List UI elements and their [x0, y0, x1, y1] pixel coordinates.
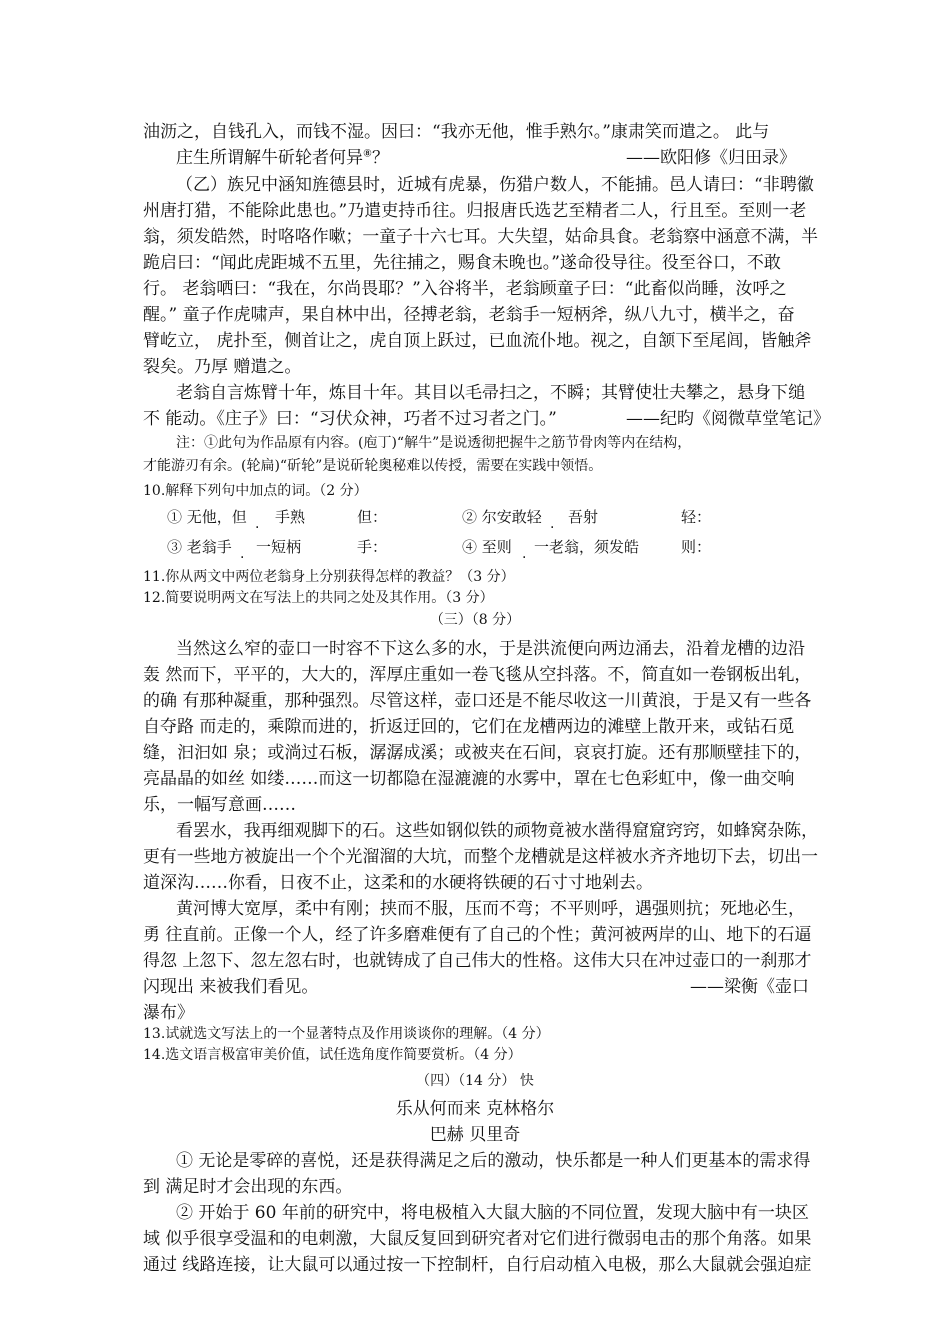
- sec3-line-1: 当然这么窄的壶口一时容不下这么多的水，于是洪流便向两边涌去，沿着龙槽的边沿: [176, 639, 805, 659]
- sec3-line-9: 更有一些地方被旋出一个个光溜溜的大坑，而整个龙槽就是这样被水齐齐地切下去，切出一: [143, 847, 818, 867]
- sec3-line-10: 道深沟……你看，日夜不止，这柔和的水硬将铁硬的石寸寸地剁去。: [143, 873, 653, 893]
- sec3-line-4: 自夺路 而走的，乘隙而进的，折返迂回的，它们在龙槽两边的滩壁上散开来，或钻石觅: [143, 717, 795, 737]
- sec4-line-3: ② 开始于 60 年前的研究中，将电极植入大鼠大脑的不同位置，发现大脑中有一块区: [176, 1203, 809, 1223]
- passage-b-line-10: 不 能动。《庄子》曰：“习伏众神，巧者不过习者之门。”: [143, 409, 557, 429]
- q10-item-1-prefix: ① 无他，但: [167, 508, 247, 526]
- q10-item-4-prefix: ④ 至则: [462, 538, 512, 556]
- sec3-line-13: 得忽 上忽下、忽左忽右时，也就铸成了自己伟大的性格。这伟大只在冲过壶口的一刹那才: [143, 951, 812, 971]
- article-title-line: 乐从何而来 克林格尔: [395, 1099, 555, 1119]
- sec3-line-3: 的确 有那种凝重，那种强烈。尽管这样，壶口还是不能尽收这一川黄浪，于是又有一些各: [143, 691, 812, 711]
- article-author-line: 巴赫 贝里奇: [429, 1125, 521, 1145]
- passage-b-line-3: 翁，须发皓然，时咯咯作嗽；一童子十六七耳。大失望，姑命具食。老翁察中涵意不满，半: [143, 227, 818, 247]
- q13: 13.试就选文写法上的一个显著特点及作用谈谈你的理解。（4 分）: [143, 1026, 550, 1042]
- sec4-line-2: 到 满足时才会出现的东西。: [143, 1177, 353, 1197]
- q10-item-1-label: 但：: [357, 508, 388, 526]
- q10-item-3-label: 手：: [357, 538, 388, 556]
- q10-item-1-suffix: 手熟: [275, 508, 306, 526]
- sec3-attribution: ——梁衡《壶口: [690, 977, 809, 997]
- passage-a-line-2-text: 庄生所谓解牛斫轮者何异: [176, 148, 363, 168]
- sec4-line-4: 域 似乎很享受温和的电刺激，大鼠反复回到研究者对它们进行微弱电击的那个角落。如果: [143, 1229, 812, 1249]
- sec3-line-5: 缝，汩汩如 泉；或淌过石板，潺潺成溪；或被夹在石间，哀哀打旋。还有那顺壁挂下的，: [143, 743, 812, 763]
- q10-item-2-label: 轻：: [681, 508, 712, 526]
- passage-b-line-6: 醒。” 童子作虎啸声，果自林中出，径搏老翁，老翁手一短柄斧，纵八九寸，横半之，奋: [143, 305, 795, 325]
- question-mark: ？: [371, 148, 389, 168]
- sec3-line-6: 亮晶晶的如丝 如缕……而这一切都隐在湿漉漉的水雾中，罩在七色彩虹中，像一曲交响: [143, 769, 795, 789]
- emphasis-dot-icon: .: [255, 516, 260, 532]
- q10-item-2-suffix: 吾射: [568, 508, 599, 526]
- note-line-1: 注：①此句为作品原有内容。(庖丁)“解牛”是说透彻把握牛之筋节骨肉等内在结构，: [176, 435, 692, 451]
- q10-item-4-label: 则：: [681, 538, 712, 556]
- passage-b-line-2: 州唐打猎，不能除此患也。”乃遣吏持币往。归报唐氏选艺至精者二人，行且至。至则一老: [143, 201, 807, 221]
- footnote-mark: ⑧: [363, 148, 372, 160]
- emphasis-dot-icon: .: [240, 546, 245, 562]
- sec3-line-8: 看罢水，我再细观脚下的石。这些如钢似铁的顽物竟被水凿得窟窟窍窍，如蜂窝杂陈，: [176, 821, 818, 841]
- q10-title: 10.解释下列句中加点的词。（2 分）: [143, 483, 368, 499]
- section-3-heading: （三）（8 分）: [429, 612, 521, 628]
- sec4-line-5: 通过 线路连接，让大鼠可以通过按一下控制杆，自行启动植入电极，那么大鼠就会强迫症: [143, 1255, 812, 1275]
- emphasis-dot-icon: .: [550, 516, 555, 532]
- note-line-2: 才能游刃有余。(轮扁)“斫轮”是说斫轮奥秘难以传授，需要在实践中领悟。: [143, 458, 603, 474]
- q10-item-3-prefix: ③ 老翁手: [167, 538, 232, 556]
- passage-a-line-2: [176, 143, 389, 168]
- sec3-line-12: 勇 往直前。正像一个人，经了许多磨难便有了自己的个性；黄河被两岸的山、地下的石逼: [143, 925, 812, 945]
- sec3-line-14: 闪现出 来被我们看见。: [143, 977, 319, 997]
- section-4-heading: （四）（14 分） 快: [416, 1073, 534, 1089]
- sec3-line-7: 乐，一幅写意画……: [143, 795, 296, 815]
- sec3-line-2: 轰 然而下，平平的，大大的，浑厚庄重如一卷飞毯从空抖落。不，简直如一卷钢板出轧，: [143, 665, 812, 685]
- emphasis-dot-icon: .: [522, 546, 527, 562]
- passage-a-line-1: 油沥之，自钱孔入，而钱不湿。因曰：“我亦无他，惟手熟尔。”康肃笑而遣之。 此与: [143, 122, 770, 142]
- q12: 12.简要说明两文在写法上的共同之处及其作用。（3 分）: [143, 590, 494, 606]
- q14: 14.选文语言极富审美价值，试任选角度作简要赏析。（4 分）: [143, 1047, 522, 1063]
- q10-item-2-prefix: ② 尔安敢轻: [462, 508, 542, 526]
- passage-b-line-1: （乙）族兄中涵知旌德县时，近城有虎暴，伤猎户数人，不能捕。邑人请曰：“非聘徽: [176, 175, 814, 195]
- sec3-line-15: 瀑布》: [143, 1003, 194, 1023]
- sec3-line-11: 黄河博大宽厚，柔中有刚；挟而不服，压而不弯；不平则呼，遇强则抗；死地必生，: [176, 899, 805, 919]
- passage-b-line-9: 老翁自言炼臂十年，炼目十年。其目以毛帚扫之，不瞬；其臂使壮夫攀之，悬身下缒: [176, 383, 805, 403]
- passage-b-line-8: 裂矣。乃厚 赠遣之。: [143, 357, 302, 377]
- passage-a-attribution: ——欧阳修《归田录》: [626, 148, 796, 168]
- sec4-line-1: ① 无论是零碎的喜悦，还是获得满足之后的激动，快乐都是一种人们更基本的需求得: [176, 1151, 811, 1171]
- passage-b-line-7: 臂屹立， 虎扑至，侧首让之，虎自顶上跃过，已血流仆地。视之，自颔下至尾闾，皆触斧: [143, 331, 812, 351]
- passage-b-line-4: 跪启曰：“闻此虎距城不五里，先往捕之，赐食未晚也。”遂命役导往。役至谷口，不敢: [143, 253, 781, 273]
- q10-item-3-suffix: 一短柄: [256, 538, 302, 556]
- passage-b-attribution: ——纪昀《阅微草堂笔记》: [626, 409, 830, 429]
- q11: 11.你从两文中两位老翁身上分别获得怎样的教益？（3 分）: [143, 569, 515, 585]
- q10-item-4-suffix: 一老翁，须发皓: [534, 538, 640, 556]
- passage-b-line-5: 行。 老翁哂曰：“我在，尔尚畏耶？”入谷将半，老翁顾童子曰：“此畜似尚睡，汝呼之: [143, 279, 787, 299]
